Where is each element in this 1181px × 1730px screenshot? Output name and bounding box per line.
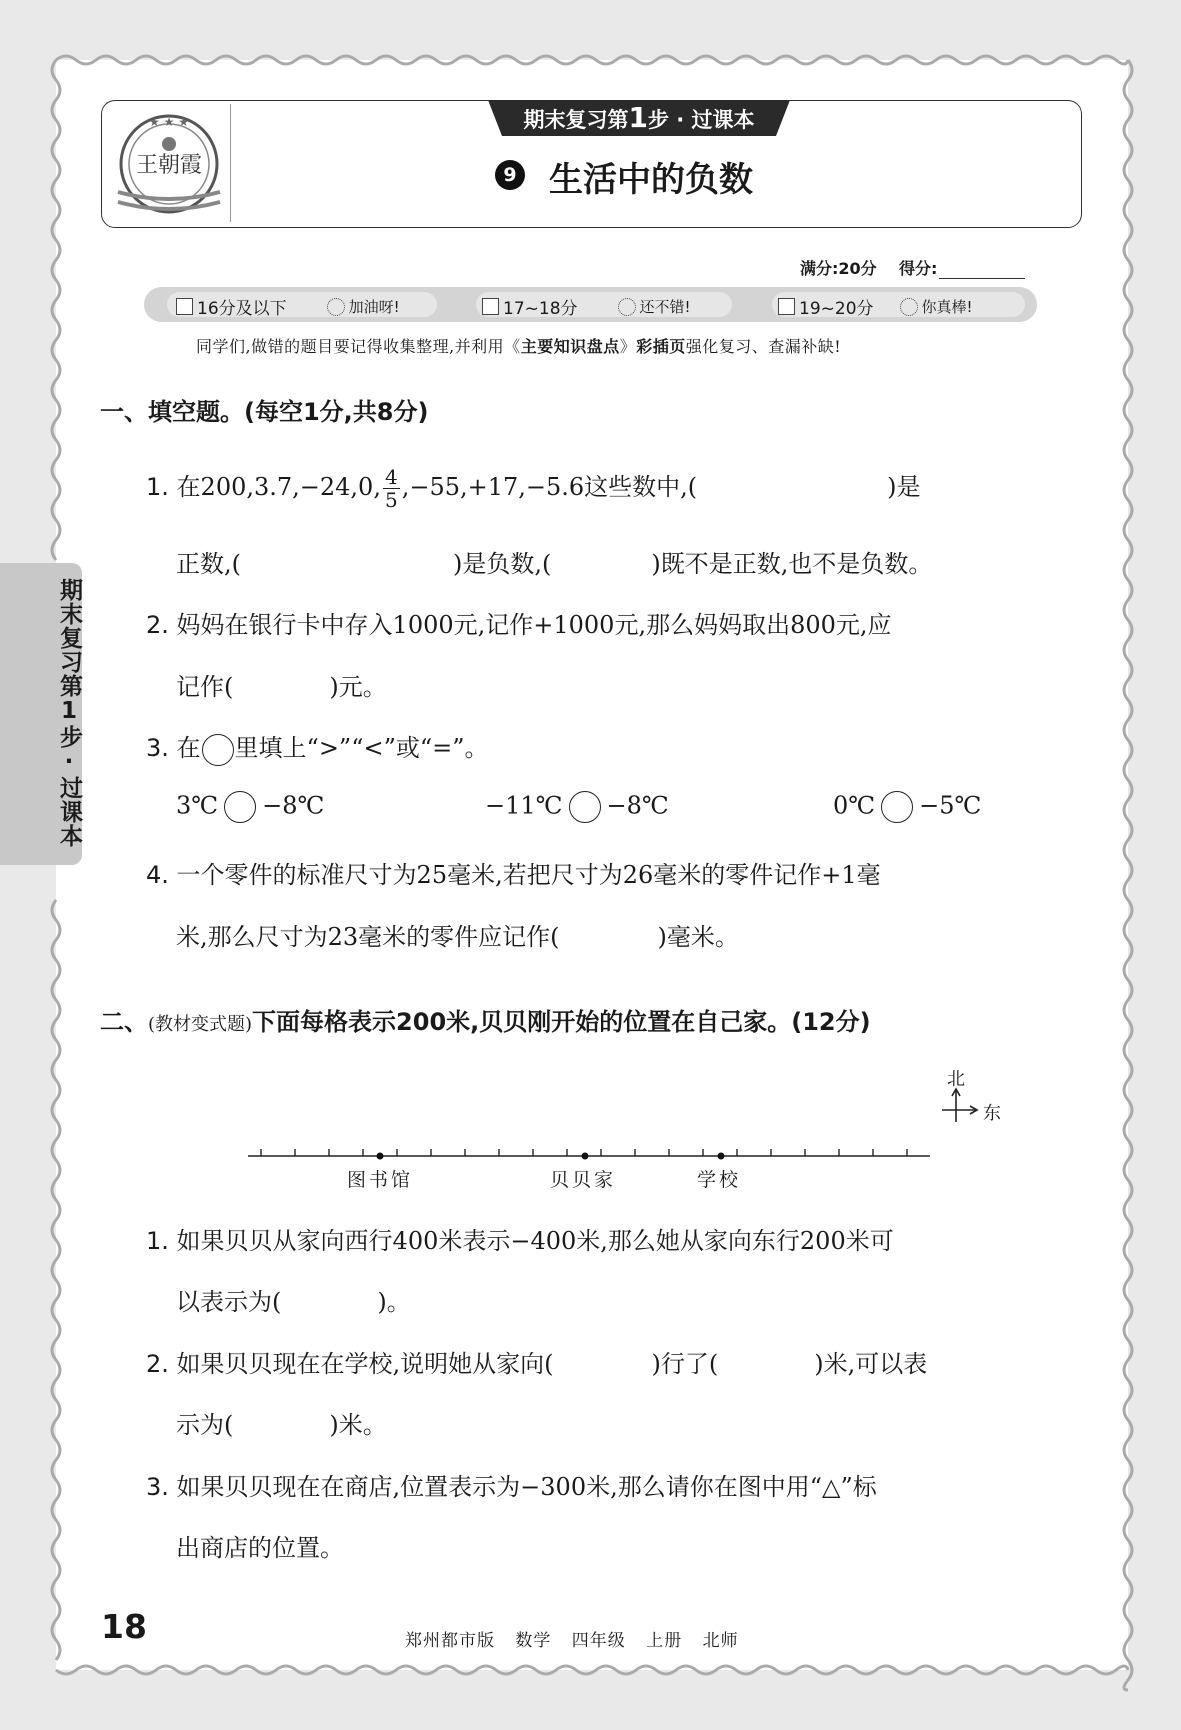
question-2-1-line1: 1. 如果贝贝从家向西行400米表示−400米,那么她从家向东行200米可 (146, 1227, 894, 1255)
grade-item: 16分及以下 加油呀! (176, 294, 400, 319)
section-2-title: 二、(教材变式题)下面每格表示200米,贝贝刚开始的位置在自己家。(12分) (100, 1008, 871, 1036)
side-tab-label: 期末复习第1步·过课本 (56, 578, 82, 848)
smiley-icon (900, 298, 918, 316)
checkbox[interactable] (176, 298, 193, 315)
question-2-2-line1: 2. 如果贝贝现在在学校,说明她从家向( )行了( )米,可以表 (146, 1350, 928, 1378)
number-line (248, 1146, 934, 1166)
lesson-number-badge: 9 (495, 160, 525, 190)
question-2-3-line2: 出商店的位置。 (176, 1534, 344, 1562)
library-point (377, 1153, 384, 1160)
compass-east-label: 东 (983, 1103, 1001, 1124)
smiley-icon (618, 298, 636, 316)
score-blank[interactable] (939, 264, 1025, 279)
page-number: 18 (101, 1607, 147, 1646)
home-label: 贝贝家 (550, 1169, 617, 1191)
fraction: $\frac{4}{5}$ (384, 465, 398, 512)
question-2-1-line2: 以表示为( )。 (176, 1288, 411, 1316)
comparison-1: 3℃ −8℃ (176, 791, 324, 823)
section-1-title: 一、填空题。(每空1分,共8分) (100, 398, 429, 426)
comparison-2: −11℃ −8℃ (485, 791, 669, 823)
smiley-icon (327, 298, 345, 316)
question-1-3: 3. 在 里填上“>”“<”或“=”。 (146, 728, 489, 766)
svg-text:★ ★ ★: ★ ★ ★ (149, 115, 189, 129)
compare-circle[interactable] (224, 791, 256, 823)
checkbox[interactable] (778, 298, 795, 315)
comparison-3: 0℃ −5℃ (833, 791, 981, 823)
question-1-4-line1: 4. 一个零件的标准尺寸为25毫米,若把尺寸为26毫米的零件记作+1毫 (146, 861, 881, 889)
question-2-2-line2: 示为( )米。 (176, 1411, 387, 1439)
compass-north-label: 北 (947, 1069, 965, 1090)
compare-circle[interactable] (569, 791, 601, 823)
question-1-2-line1: 2. 妈妈在银行卡中存入1000元,记作+1000元,那么妈妈取出800元,应 (146, 611, 892, 639)
checkbox[interactable] (482, 298, 499, 315)
school-label: 学校 (697, 1169, 742, 1191)
question-1-1-line2: 正数,( )是负数,( )既不是正数,也不是负数。 (176, 550, 933, 578)
home-point (582, 1153, 589, 1160)
question-1-4-line2: 米,那么尺寸为23毫米的零件应记作( )毫米。 (176, 923, 739, 951)
header-tab-label: 期末复习第1步 · 过课本 (523, 101, 755, 134)
library-label: 图书馆 (347, 1169, 414, 1191)
school-point (718, 1153, 725, 1160)
compass-arrows-icon (940, 1086, 980, 1126)
lesson-title: 生活中的负数 (549, 160, 753, 200)
question-1-1-line1: 1. 在200,3.7,−24,0, $\frac{4}{5},-55,+17,-5.6$这些数中,( )是 (146, 465, 921, 512)
study-tip: 同学们,做错的题目要记得收集整理,并利用《主要知识盘点》彩插页强化复习、查漏补缺! (196, 337, 842, 356)
svg-text:王朝霞: 王朝霞 (135, 153, 203, 178)
circle-icon (202, 734, 234, 766)
compare-circle[interactable] (881, 791, 913, 823)
header-divider (230, 104, 231, 222)
footer-edition: 郑州都市版 数学 四年级 上册 北师 (405, 1631, 739, 1651)
question-2-3-line1: 3. 如果贝贝现在在商店,位置表示为−300米,那么请你在图中用“△”标 (146, 1473, 877, 1501)
brand-logo (108, 108, 230, 220)
grade-item: 19~20分 你真棒! (778, 294, 973, 319)
question-1-2-line2: 记作( )元。 (176, 673, 387, 701)
score-line: 满分:20分 得分: (800, 256, 1025, 279)
grade-item: 17~18分 还不错! (482, 294, 691, 319)
